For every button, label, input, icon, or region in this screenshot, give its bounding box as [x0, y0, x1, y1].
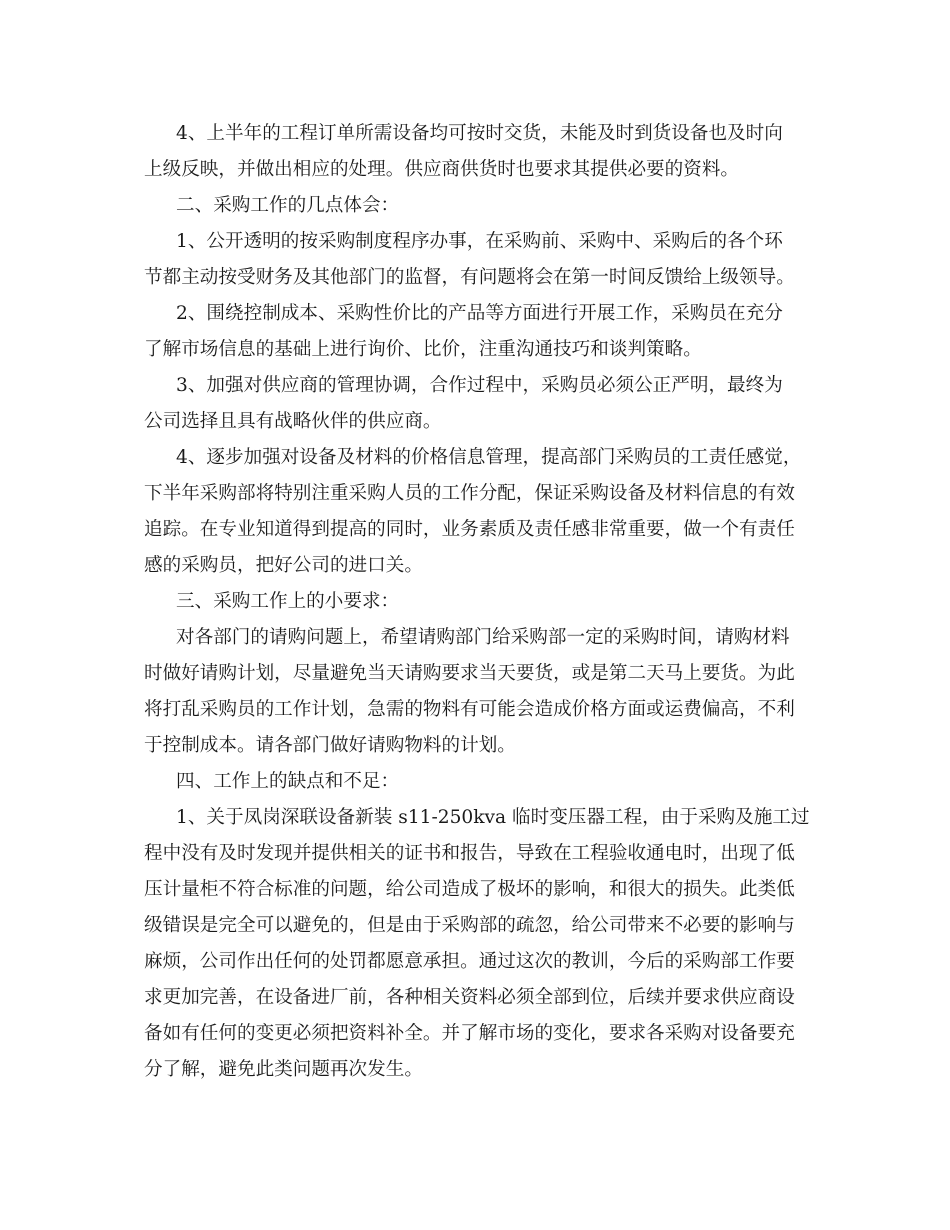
text-line: 了解市场信息的基础上进行询价、比价，注重沟通技巧和谈判策略。	[144, 339, 702, 360]
text-line: 时做好请购计划，尽量避免当天请购要求当天要货，或是第二天马上要货。为此	[144, 663, 795, 684]
text-line: 级错误是完全可以避免的，但是由于采购部的疏忽，给公司带来不必要的影响与	[144, 915, 795, 936]
text-line: 对各部门的请购问题上，希望请购部门给采购部一定的采购时间，请购材料	[176, 627, 790, 648]
text-line: 2、围绕控制成本、采购性价比的产品等方面进行开展工作，采购员在充分	[176, 303, 783, 324]
text-line: 4、逐步加强对设备及材料的价格信息管理，提高部门采购员的工责任感觉，	[176, 447, 802, 468]
text-line: 4、上半年的工程订单所需设备均可按时交货，未能及时到货设备也及时向	[176, 123, 783, 144]
text-line: 1、公开透明的按采购制度程序办事，在采购前、采购中、采购后的各个环	[176, 231, 783, 252]
text-line: 感的采购员，把好公司的进口关。	[144, 555, 423, 576]
text-line: 1、关于凤岗深联设备新装 s11-250kva 临时变压器工程，由于采购及施工过	[176, 807, 810, 828]
document-body	[144, 116, 810, 1088]
text-line: 四、工作上的缺点和不足：	[176, 771, 400, 792]
text-line: 追踪。在专业知道得到提高的同时，业务素质及责任感非常重要，做一个有责任	[144, 519, 795, 540]
text-line: 将打乱采购员的工作计划，急需的物料有可能会造成价格方面或运费偏高，不利	[144, 699, 795, 720]
text-line: 下半年采购部将特别注重采购人员的工作分配，保证采购设备及材料信息的有效	[144, 483, 795, 504]
text-line: 三、采购工作上的小要求：	[176, 591, 400, 612]
text-line: 分了解，避免此类问题再次发生。	[144, 1059, 423, 1080]
text-line: 求更加完善，在设备进厂前，各种相关资料必须全部到位，后续并要求供应商设	[144, 987, 795, 1008]
text-line: 备如有任何的变更必须把资料补全。并了解市场的变化，要求各采购对设备要充	[144, 1023, 795, 1044]
text-line: 3、加强对供应商的管理协调，合作过程中，采购员必须公正严明，最终为	[176, 375, 783, 396]
text-line: 程中没有及时发现并提供相关的证书和报告，导致在工程验收通电时，出现了低	[144, 843, 795, 864]
text-line: 节都主动按受财务及其他部门的监督，有问题将会在第一时间反馈给上级领导。	[144, 267, 795, 288]
text-line: 上级反映，并做出相应的处理。供应商供货时也要求其提供必要的资料。	[144, 159, 740, 180]
text-line: 公司选择且具有战略伙伴的供应商。	[144, 411, 442, 432]
text-line: 二、采购工作的几点体会：	[176, 195, 400, 216]
text-line: 压计量柜不符合标准的问题，给公司造成了极坏的影响，和很大的损失。此类低	[144, 879, 795, 900]
text-line: 麻烦，公司作出任何的处罚都愿意承担。通过这次的教训，今后的采购部工作要	[144, 951, 795, 972]
text-line: 于控制成本。请各部门做好请购物料的计划。	[144, 735, 516, 756]
